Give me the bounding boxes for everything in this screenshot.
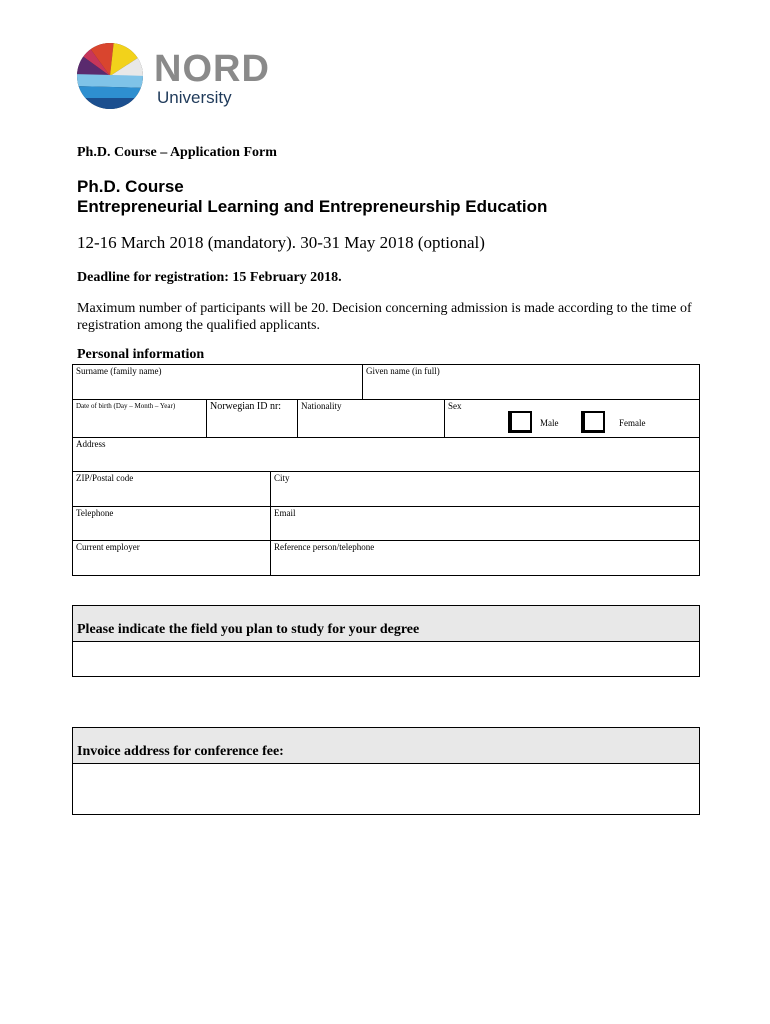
given-name-field[interactable] [362,365,699,399]
logo-subtitle: University [157,88,232,107]
sex-label: Sex [448,401,462,411]
telephone-field[interactable] [73,506,270,540]
zip-label: ZIP/Postal code [76,473,134,483]
course-dates: 12-16 March 2018 (mandatory). 30-31 May 2018 (optional) [77,233,485,252]
male-label: Male [540,418,559,428]
zip-field[interactable] [73,471,270,506]
field-of-study-label: Please indicate the field you plan to study for your degree [77,622,420,637]
form-label: Ph.D. Course – Application Form [77,145,277,160]
nationality-label: Nationality [301,401,342,411]
course-title-line1: Ph.D. Course [77,177,184,196]
city-label: City [274,473,290,483]
sex-field [444,399,699,437]
reference-field[interactable] [270,540,699,575]
nord-logo-emblem [74,40,150,112]
nationality-field[interactable] [297,399,444,437]
course-title-line2: Entrepreneurial Learning and Entrepreneurship Education [77,197,548,216]
personal-info-heading: Personal information [77,347,205,362]
deadline: Deadline for registration: 15 February 2018. [77,270,342,285]
reference-label: Reference person/telephone [274,542,375,552]
field-of-study-box [72,605,700,677]
surname-label: Surname (family name) [76,366,162,376]
personal-info-table [72,364,700,576]
invoice-address-input[interactable] [73,764,699,814]
address-field[interactable] [73,437,699,471]
field-of-study-input[interactable] [73,642,699,676]
female-checkbox[interactable] [581,411,605,433]
employer-label: Current employer [76,542,140,552]
female-label: Female [619,418,646,428]
logo-wordmark: NORD [154,48,270,90]
employer-field[interactable] [73,540,270,575]
telephone-label: Telephone [76,508,114,518]
surname-field[interactable] [73,365,362,399]
max-participants-note: Maximum number of participants will be 20. Decision concerning admission is made according to the time of registration among the qualified applicants. [77,301,692,333]
male-checkbox[interactable] [508,411,532,433]
dob-field[interactable] [73,399,206,437]
course-title [77,177,547,217]
norwegian-id-field[interactable] [206,399,297,437]
city-field[interactable] [270,471,699,506]
invoice-address-box [72,727,700,815]
email-field[interactable] [270,506,699,540]
address-label: Address [76,439,106,449]
email-label: Email [274,508,296,518]
invoice-address-label: Invoice address for conference fee: [77,744,284,759]
norwegian-id-label: Norwegian ID nr: [210,401,282,412]
dob-label: Date of birth (Day – Month – Year) [76,402,176,410]
given-name-label: Given name (in full) [366,366,440,376]
